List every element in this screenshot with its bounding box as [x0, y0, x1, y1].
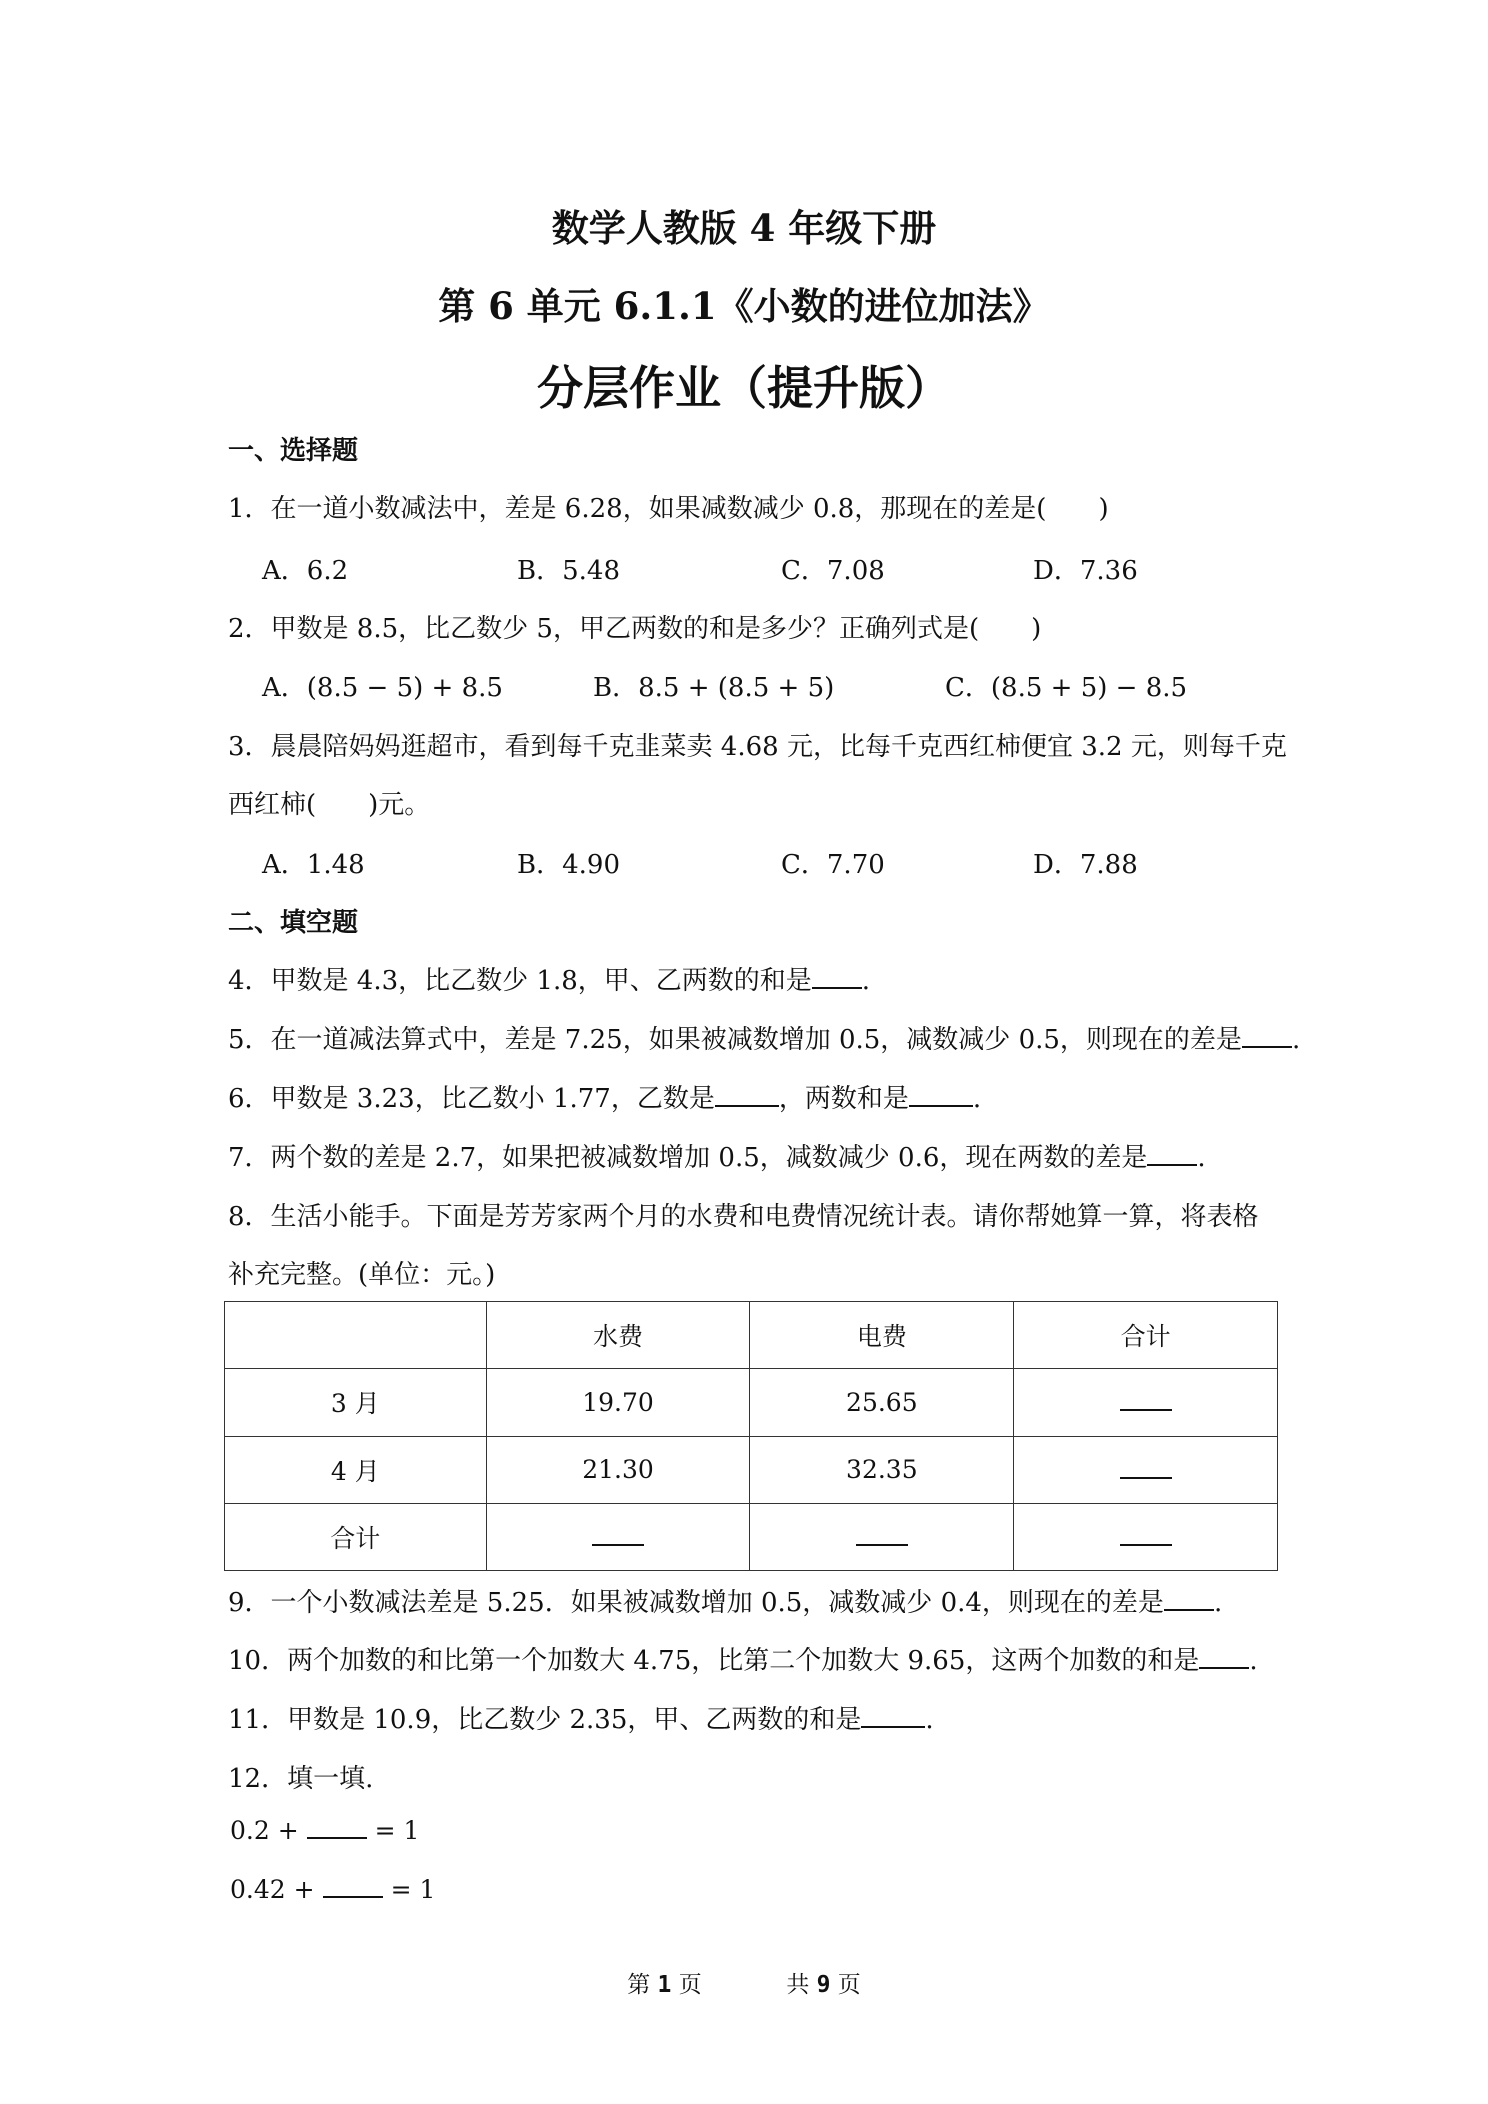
q7-text: 7．两个数的差是 2.7，如果把被减数增加 0.5，减数减少 0.6，现在两数的差是: [228, 1143, 1148, 1173]
q9-period: .: [1213, 1588, 1223, 1618]
q5-blank[interactable]: [1242, 1024, 1292, 1048]
q6-blank-1[interactable]: [715, 1083, 779, 1107]
q5-text: 5．在一道减法算式中，差是 7.25，如果被减数增加 0.5，减数减少 0.5，则现在的差是: [228, 1025, 1242, 1055]
q12-equation-1: [230, 1815, 419, 1845]
q6-text: 6．甲数是 3.23，比乙数小 1.77，乙数是: [228, 1084, 715, 1114]
question-10: [228, 1640, 1258, 1677]
q9-text: 9．一个小数减法差是 5.25．如果被减数增加 0.5，减数减少 0.4，则现在的差是: [228, 1588, 1164, 1618]
row-label-total: 合计: [225, 1503, 487, 1570]
question-11: [228, 1699, 934, 1736]
q6-period: .: [972, 1084, 982, 1114]
question-9: [228, 1582, 1222, 1619]
footer-page-suffix: 页: [678, 1972, 702, 1998]
q3-option-b: B．4.90: [517, 850, 620, 880]
section-heading-fill: 二、填空题: [228, 908, 359, 938]
footer-total-prefix: 共: [786, 1972, 810, 1998]
q4-text: 4．甲数是 4.3，比乙数少 1.8，甲、乙两数的和是: [228, 966, 812, 996]
q10-blank[interactable]: [1199, 1645, 1249, 1669]
q10-text: 10．两个加数的和比第一个加数大 4.75，比第二个加数大 9.65，这两个加数的和是: [228, 1646, 1200, 1676]
table-header-electric: 电费: [750, 1302, 1014, 1369]
march-total-blank[interactable]: [1120, 1387, 1172, 1411]
q12-eq1-right: = 1: [374, 1816, 420, 1845]
april-total-blank[interactable]: [1120, 1455, 1172, 1479]
q7-blank[interactable]: [1147, 1142, 1197, 1166]
q2-option-c: C．(8.5 + 5) − 8.5: [945, 673, 1188, 703]
q9-blank[interactable]: [1164, 1587, 1214, 1611]
worksheet-title: 分层作业（提升版）: [537, 361, 951, 415]
question-3-line1: 3．晨晨陪妈妈逛超市，看到每千克韭菜卖 4.68 元，比每千克西红柿便宜 3.2 元，则每千克: [228, 732, 1287, 762]
row-label-march: 3 月: [225, 1369, 487, 1436]
q5-period: .: [1291, 1025, 1301, 1055]
q3-option-c: C．7.70: [781, 850, 885, 880]
question-8-line2: 补充完整。(单位：元。): [228, 1260, 496, 1290]
march-water: 19.70: [486, 1369, 750, 1436]
q12-eq1-blank[interactable]: [307, 1815, 367, 1839]
page-footer: [0, 1966, 1488, 1999]
electric-total-blank[interactable]: [856, 1522, 908, 1546]
q2-option-b: B．8.5 + (8.5 + 5): [593, 673, 835, 703]
q12-eq2-left: 0.42 +: [230, 1875, 315, 1904]
table-row: [225, 1503, 1278, 1570]
q11-period: .: [925, 1705, 934, 1735]
q12-eq2-blank[interactable]: [323, 1874, 383, 1898]
q10-period: .: [1249, 1646, 1258, 1676]
grand-total-blank[interactable]: [1120, 1522, 1172, 1546]
q1-option-a: A．6.2: [262, 556, 349, 586]
table-header-row: [225, 1302, 1278, 1369]
q4-blank[interactable]: [812, 965, 862, 989]
q1-option-c: C．7.08: [781, 556, 885, 586]
q2-option-a: A．(8.5 − 5) + 8.5: [262, 673, 503, 703]
q12-eq1-left: 0.2 +: [230, 1816, 299, 1845]
table-row: [225, 1369, 1278, 1436]
question-8-line1: 8．生活小能手。下面是芳芳家两个月的水费和电费情况统计表。请你帮她算一算，将表格: [228, 1202, 1259, 1232]
q4-period: .: [861, 966, 871, 996]
unit-title: 第 6 单元 6.1.1《小数的进位加法》: [438, 284, 1050, 328]
question-3-line2: 西红柿( )元。: [228, 790, 431, 820]
question-6: [228, 1078, 981, 1115]
march-electric: 25.65: [750, 1369, 1014, 1436]
april-water: 21.30: [486, 1436, 750, 1503]
question-7: [228, 1137, 1206, 1174]
question-1: 1．在一道小数减法中，差是 6.28，如果减数减少 0.8，那现在的差是( ): [228, 494, 1109, 524]
q12-equation-2: [230, 1874, 435, 1904]
footer-total-suffix: 页: [837, 1972, 861, 1998]
table-row: [225, 1436, 1278, 1503]
q6-mid-text: ，两数和是: [778, 1084, 909, 1114]
q6-blank-2[interactable]: [909, 1083, 973, 1107]
q3-option-d: D．7.88: [1033, 850, 1138, 880]
q7-period: .: [1197, 1143, 1206, 1173]
expense-table: [224, 1301, 1278, 1571]
question-4: [228, 960, 870, 997]
question-5: [228, 1019, 1300, 1056]
table-header-empty: [225, 1302, 487, 1369]
q3-option-a: A．1.48: [262, 850, 365, 880]
april-electric: 32.35: [750, 1436, 1014, 1503]
page-title: 数学人教版 4 年级下册: [551, 206, 937, 250]
question-2: 2．甲数是 8.5，比乙数少 5，甲乙两数的和是多少？正确列式是( ): [228, 614, 1042, 644]
q11-text: 11．甲数是 10.9，比乙数少 2.35，甲、乙两数的和是: [228, 1705, 862, 1735]
q11-blank[interactable]: [861, 1704, 925, 1728]
question-12: 12．填一填.: [228, 1764, 374, 1794]
table-header-total: 合计: [1014, 1302, 1278, 1369]
q1-option-d: D．7.36: [1033, 556, 1138, 586]
footer-page-number: 1: [657, 1972, 672, 1998]
table-header-water: 水费: [486, 1302, 750, 1369]
footer-page-prefix: 第: [627, 1972, 651, 1998]
row-label-april: 4 月: [225, 1436, 487, 1503]
q1-option-b: B．5.48: [517, 556, 620, 586]
q12-eq2-right: = 1: [390, 1875, 436, 1904]
footer-total-number: 9: [816, 1972, 831, 1998]
water-total-blank[interactable]: [592, 1522, 644, 1546]
section-heading-choice: 一、选择题: [228, 436, 359, 466]
